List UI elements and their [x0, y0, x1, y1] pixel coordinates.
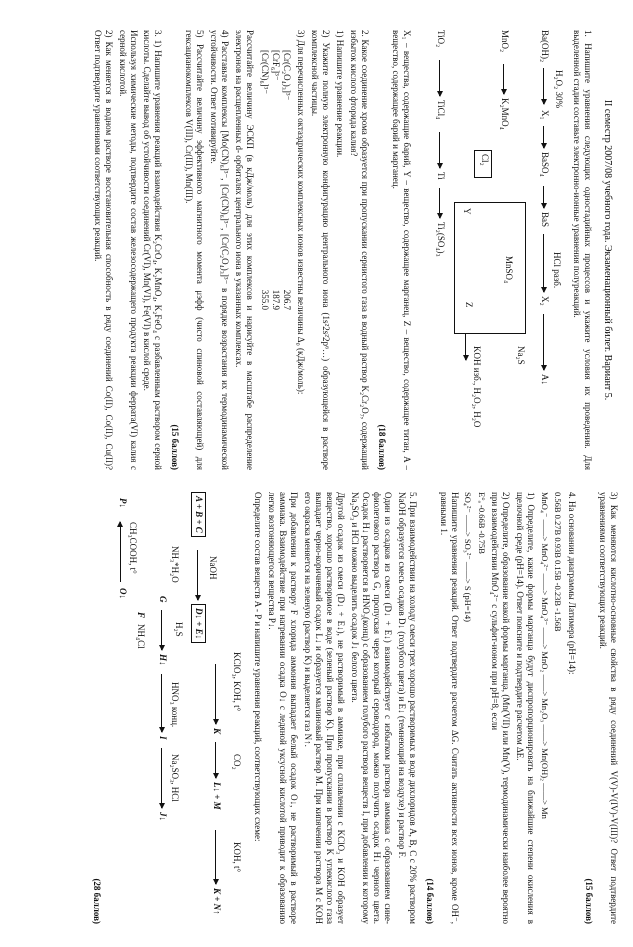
arrow: [439, 188, 440, 218]
q2-rest-2: 4) Расставьте комплексы [Mo(CN)₆]³⁻, [Cr(CN)₆]³⁻, [Cr(C₂O₄)₃]³⁻ в порядке возрастания их термодинамической устойчивости. Ответ мотивируйте.: [209, 30, 231, 470]
z-label: Z: [463, 302, 474, 308]
q3-item-2: 2) Как меняется в водном растворе восстановительная способность в ряду соединений Co(II), Co(II), Cu(II)? Ответ подтвердите уравнениями соответствующих реакций.: [92, 30, 114, 470]
j-label: J↓: [158, 812, 169, 821]
bas-label: BaS: [539, 212, 550, 228]
p-label: P↓: [118, 498, 129, 508]
arrow: [161, 610, 162, 650]
ion-value: 187.9: [271, 289, 282, 310]
arrow: [215, 742, 216, 778]
mnso4-label: MnSO₄: [503, 256, 514, 284]
kn-label: K + N↑: [212, 888, 223, 915]
q5-marks: (28 баллов): [92, 878, 103, 924]
arrow: [543, 126, 544, 148]
latimer-diagram: MnO₄⁻ ——> MnO₄²⁻ ——> MnO₄³⁻ ——> MnO₂ ——> Mn₂O₃ ——> Mn(OH)₂ ——> Mn: [539, 492, 550, 819]
f-label: F: [136, 612, 147, 619]
y-box: [454, 202, 526, 334]
arrow: [503, 64, 504, 94]
baoh2-label: Ba(OH)₂: [539, 30, 550, 63]
x1-label: X₁: [539, 110, 550, 120]
arrow: [439, 60, 440, 96]
baso4-label: BaSO₄: [539, 152, 550, 177]
q4-item-2: 2) Определите, образование какой формы марганца, (Mn(VII) или Mn(V), термодинамически наиболее вероятно при взаимодействии MnO₄²⁻ с сульфит-ионом при pH=8, если: [490, 492, 512, 924]
k-label: K: [212, 728, 223, 735]
q2-marks: (15 баллов): [170, 424, 181, 470]
h2s-label: H₂S: [174, 622, 185, 637]
koh-t-label: KOH, t°: [232, 842, 243, 873]
q2-item-3: 3) Для перечисленных октаэдрических комплексных ионов известны величины Δ₀ (кДж/моль):: [296, 30, 307, 395]
q3-text: 3. 1) Напишите уравнения реакций взаимодействия K₂CrO₄, K₂MnO₄, K₂FeO₄ с разбавленным раствором серной кислоты. Сделайте вывод об устойчивости соединений Cr(VI), Mn(VI), Fe(VI) в кислой среде.: [142, 30, 164, 470]
i-label: I: [158, 736, 169, 740]
ions-table: [259, 50, 292, 470]
arrow: [543, 68, 544, 104]
q4-after: Напишите уравнения реакций. Ответ подтвердите расчетом ΔG. Считать активности всех ионов, кроме OH⁻, равными 1.: [438, 492, 460, 924]
arrow: [543, 234, 544, 292]
na2so3-label: Na₂SO₃, HCl: [170, 754, 181, 802]
ion-value: 206.7: [282, 289, 293, 310]
ion-value: 355.0: [260, 289, 271, 310]
q1-text: 1. Напишите уравнения следующих одностадийных процессов и укажите условия их проведения. Для выделенной стадии составьте электронно-ионные уравнения полуреакций.: [571, 30, 593, 470]
q5-para-1: Один из осадков из смеси (D↓ + E↓) взаимодействует с избытком раствора аммиака с образованием сине-фиолетового раствора G, пропуская через который сероводород, можно получить осадок H↓ черного цвета. Осадок H↓ растворяется в HNO₃(конц) с образованием голубого раствора веществ I, при добавлении к которому Na₂SO₃ и HCl можно выделить осадок J↓ белого цвета.: [350, 492, 393, 924]
na2s-label: Na₂S: [515, 346, 526, 365]
q2-item-2: 2) Укажите полную электронную конфигурацию центрального иона (1s²2s²2p⁶…) образующейся в растворе комплексной частицы.: [310, 30, 332, 470]
ion-row: [259, 50, 270, 310]
sulfur-diagram: SO₄²⁻ ——> SO₃²⁻ ——> S (pH=14): [463, 492, 474, 623]
arrow: [161, 674, 162, 732]
ion-row: [281, 50, 292, 310]
y-label: Y: [461, 208, 472, 215]
g-label: G: [158, 596, 169, 603]
nh4cl-label: NH₄Cl: [136, 624, 147, 649]
k2mno4-label: K₂MnO₄: [499, 98, 510, 130]
q4-item-1: 1) Определите, какие формы марганца будут диспропорционировать на ближайшие степени окисления в щелочной среде (pH=14). Ответ поясните и подтвердите расчетом ΔE.: [515, 492, 537, 924]
kclo3-label: KClO₃, KOH, t°: [232, 652, 243, 712]
ion-formula: [Cr(C₂O₄)₃]³⁻: [282, 50, 293, 101]
q3-item-3: 3) Как меняются кислотно-основные свойства в ряду соединений V(V)-V(IV)-V(III)? Ответ подтвердите уравнениями соответствующих реакций.: [598, 492, 619, 924]
q4-marks: (14 баллов): [424, 878, 435, 924]
naoh-label: NaOH: [208, 556, 219, 580]
q1-scheme: [418, 30, 567, 470]
q5-para-2: Другой осадок из смеси (D↓ + E↓), не растворимый в аммиаке, при сплавлении с KClO₃ и KOH образует вещество, хорошо растворимое в воде (зеленый раствор K). При пропускании в раствор K углекислого газа выпадает черно-коричневый осадок L↓ и образуется малиновый раствор M. При кипячении раствора M с KOH его окраска меняется на зеленую (раствор K) и выделяется газ N↑.: [303, 492, 347, 924]
h2o2-label: H₂O₂ 30%: [553, 70, 564, 109]
hno3-label: HNO₃ конц.: [170, 682, 181, 728]
hcl-label: HCl разб.: [551, 252, 562, 289]
arrow: [543, 314, 544, 370]
nh3-label: NH₃*H₂O: [170, 546, 181, 583]
arrow: [215, 830, 216, 884]
arrow: [215, 664, 216, 724]
abc-box: A + B + C: [191, 492, 206, 537]
q3-item-1: Используя химические методы, подтвердите состав железосодержащего продукта реакции феррата(VI) калия с серной кислотой.: [117, 30, 139, 470]
q2-item-1: 1) Напишите уравнение реакции.: [335, 30, 346, 158]
x2-label: X₂: [539, 296, 550, 306]
q1-marks: (18 баллов): [376, 424, 387, 470]
ion-row: [270, 50, 281, 310]
arrow: [161, 748, 162, 808]
ion-formula: [CrF₆]³⁻: [271, 50, 282, 81]
right-column: [85, 492, 619, 924]
mno2-label: MnO₂: [499, 30, 510, 53]
q2-rest-3: 5) Рассчитайте величину эффективного магнитного момента μэфф (чисто спиновой составляющей) для гексацианокомплексов V(III), Cr(III), Mn(III).: [184, 30, 206, 470]
q5-text: 5. При взаимодействии на холоду смеси трех хорошо растворимых в воде дихлоридов A, B, C с 20% раствором NaOH образуется смесь осадков D↓ (голубого цвета) и E↓ (темнеющий на воздухе) и раствор F.: [396, 492, 418, 924]
arrow: [439, 132, 440, 168]
q2-text: 2. Какое соединение хрома образуется при пропускании сернистого газа в водный раствор K₂Cr₂O₇, содержащий избыток кислого фторида калия?: [349, 30, 370, 470]
q2-rest-1: Рассчитайте величину ЭСКП (в кДж/моль) для этих комплексов и нарисуйте в масштабе распределение электронов на расщепленных d- орбиталях центрального иона в указанных комплексах.: [234, 30, 256, 470]
sulfur-values: E°ₐ -0.66В -0.75В: [476, 492, 487, 554]
q1-legend: X₁ – вещества, содержащие барий, Y – вещество, содержащее марганец, Z – вещество, содержащее титан, A – вещество, содержащее барий и марганец.: [390, 30, 412, 470]
ti-label: Ti: [435, 172, 446, 180]
ticl4-label: TiCl₄: [435, 100, 446, 120]
de-box: D↓ + E↓: [191, 604, 206, 643]
cl2-label: Cl₂: [479, 154, 490, 166]
q5-final: Определите состав веществ A - P и напишите уравнения реакций, соответствующих схеме:: [253, 492, 264, 842]
left-column: [89, 30, 619, 470]
arrow: [465, 334, 466, 360]
q5-scheme: [106, 492, 246, 924]
arrow: [120, 522, 121, 582]
page-title: II семестр 2007/08 учебного года. Экзаменационный билет. Вариант 5.: [602, 99, 613, 401]
ion-formula: [Cr(CN)₆]³⁻: [260, 50, 271, 95]
co2-label: CO₂: [232, 754, 243, 770]
ti2so43-label: Ti₂(SO₄)₃: [435, 222, 446, 257]
h-label: H↓: [158, 654, 169, 666]
q5-para-3: При добавлении к раствору F хлорида аммония выпадает белый осадок O↓, не растворимый в растворе аммиака. Взаимодействие при нагревании осадка O↓ с ледяной уксусной кислотой приводит к образованию легко возгоняющегося вещества P↓.: [267, 492, 300, 924]
a-label: A↓: [539, 374, 550, 385]
q4-text: 4. На основании диаграммы Латимера (pH=14):: [567, 492, 578, 675]
koh-label: KOH изб., H₂O₂, H₂O: [471, 346, 482, 428]
arrow: [197, 550, 198, 600]
lm-label: L↓ + M: [212, 782, 223, 810]
q3-marks: (15 баллов): [584, 878, 595, 924]
ch3cooh-label: CH₃COOH, t°: [128, 522, 139, 574]
arrow: [543, 186, 544, 208]
latimer-values: 0.56В 0.27В 0.93В 0.15В -0.23В -1.56В: [553, 492, 564, 632]
o-label: O↓: [118, 588, 129, 599]
tio2-label: TiO₂: [435, 30, 446, 48]
